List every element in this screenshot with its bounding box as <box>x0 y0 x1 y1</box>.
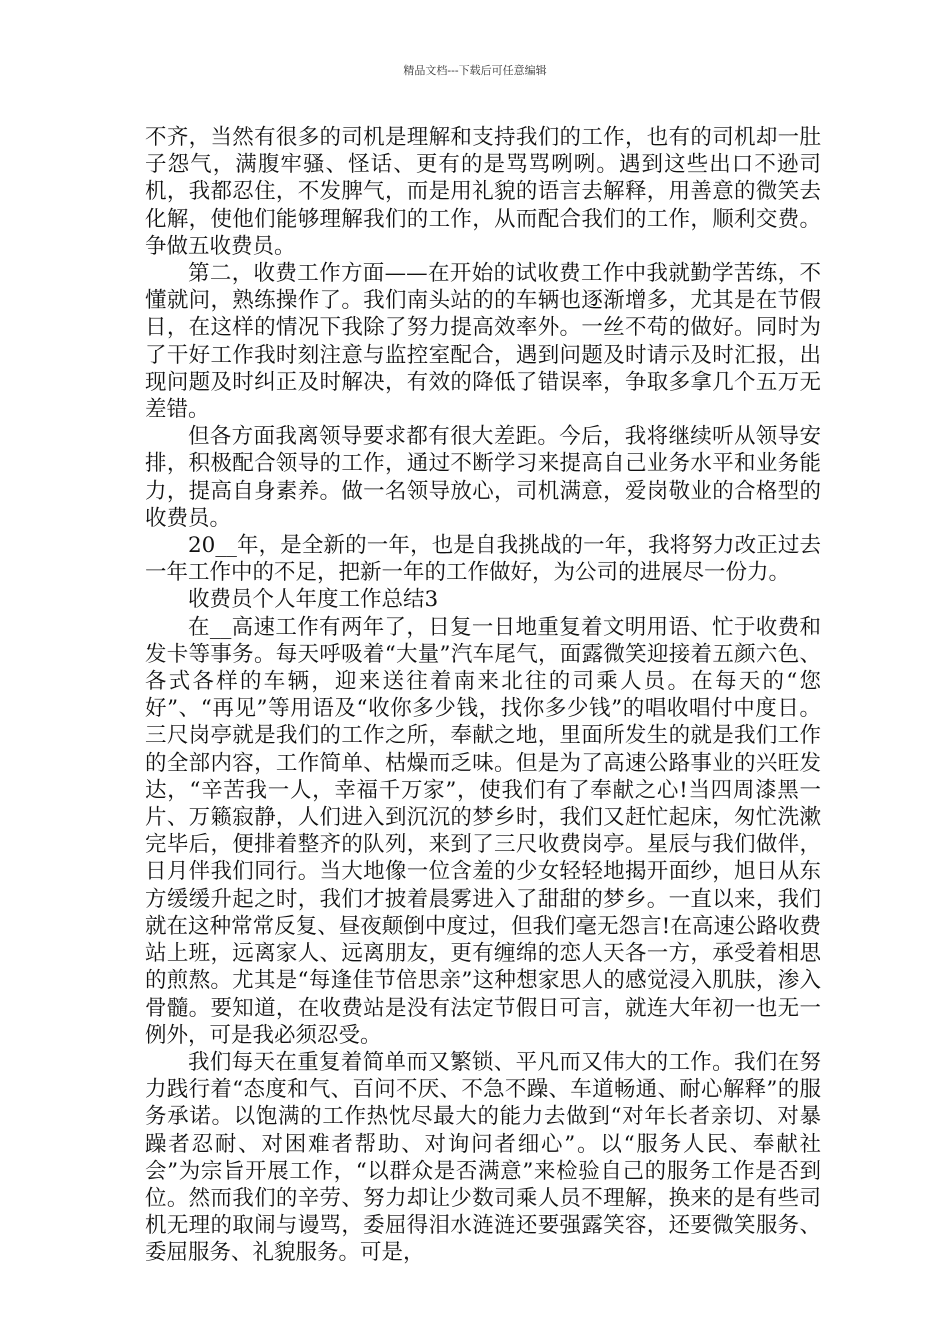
paragraph: 20__年，是全新的一年，也是自我挑战的一年，我将努力改正过去一年工作中的不足，把新一年的工作做好，为公司的进展尽一份力。 <box>145 533 821 586</box>
paragraph: 在__高速工作有两年了，日复一日地重复着文明用语、忙于收费和发卡等事务。每天呼吸着“大量”汽车尾气，面露微笑迎接着五颜六色、各式各样的车辆，迎来送往着南来北往的司乘人员。在每天的“您好”、“再见”等用语及“收你多少钱，找你多少钱”的唱收唱付中度日。三尺岗亭就是我们的工作之所，奉献之地，里面所发生的就是我们工作的全部内容，工作简单、枯燥而乏味。但是为了高速公路事业的兴旺发达，“辛苦我一人，幸福千万家”，使我们有了奉献之心!当四周漆黑一片、万籁寂静，人们进入到沉沉的梦乡时，我们又赶忙起床，匆忙洗漱完毕后，便排着整齐的队列，来到了三尺收费岗亭。星辰与我们做伴，日月伴我们同行。当大地像一位含羞的少女轻轻地揭开面纱，旭日从东方缓缓升起之时，我们才披着晨雾进入了甜甜的梦乡。一直以来，我们就在这种常常反复、昼夜颠倒中度过，但我们毫无怨言!在高速公路收费站上班，远离家人、远离朋友，更有缠绵的恋人天各一方，承受着相思的煎熬。尤其是“每逢佳节倍思亲”这种想家思人的感觉浸入肌肤，渗入骨髓。要知道，在收费站是没有法定节假日可言，就连大年初一也无一例外，可是我必须忍受。 <box>145 614 821 1048</box>
section-heading: 收费员个人年度工作总结3 <box>188 587 439 613</box>
paragraph: 第二，收费工作方面——在开始的试收费工作中我就勤学苦练，不懂就问，熟练操作了。我们南头站的的车辆也逐渐增多，尤其是在节假日，在这样的情况下我除了努力提高效率外。一丝不苟的做好。同时为了干好工作我时刻注意与监控室配合，遇到问题及时请示及时汇报，出现问题及时纠正及时解决，有效的降低了错误率，争取多拿几个五万无差错。 <box>145 261 821 423</box>
paragraph: 但各方面我离领导要求都有很大差距。今后，我将继续听从领导安排，积极配合领导的工作，通过不断学习来提高自己业务水平和业务能力，提高自身素养。做一名领导放心，司机满意，爱岗敬业的合格型的收费员。 <box>145 424 821 531</box>
paragraph: 不齐，当然有很多的司机是理解和支持我们的工作，也有的司机却一肚子怨气，满腹牢骚、怪话、更有的是骂骂咧咧。遇到这些出口不逊司机，我都忍住，不发脾气，而是用礼貌的语言去解释，用善意的微笑去化解，使他们能够理解我们的工作，从而配合我们的工作，顺利交费。争做五收费员。 <box>145 125 821 259</box>
document-body <box>145 124 821 1267</box>
paragraph: 我们每天在重复着简单而又繁锁、平凡而又伟大的工作。我们在努力践行着“态度和气、百问不厌、不急不躁、车道畅通、耐心解释”的服务承诺。以饱满的工作热忱尽最大的能力去做到“对年长者亲切、对暴躁者忍耐、对困难者帮助、对询问者细心”。以“服务人民、奉献社会”为宗旨开展工作，“以群众是否满意”来检验自己的服务工作是否到位。然而我们的辛劳、努力却让少数司乘人员不理解，换来的是有些司机无理的取闹与谩骂，委屈得泪水涟涟还要强露笑容，还要微笑服务、委屈服务、礼貌服务。可是， <box>145 1049 821 1266</box>
page-header: 精品文档---下载后可任意编辑 <box>403 64 547 77</box>
